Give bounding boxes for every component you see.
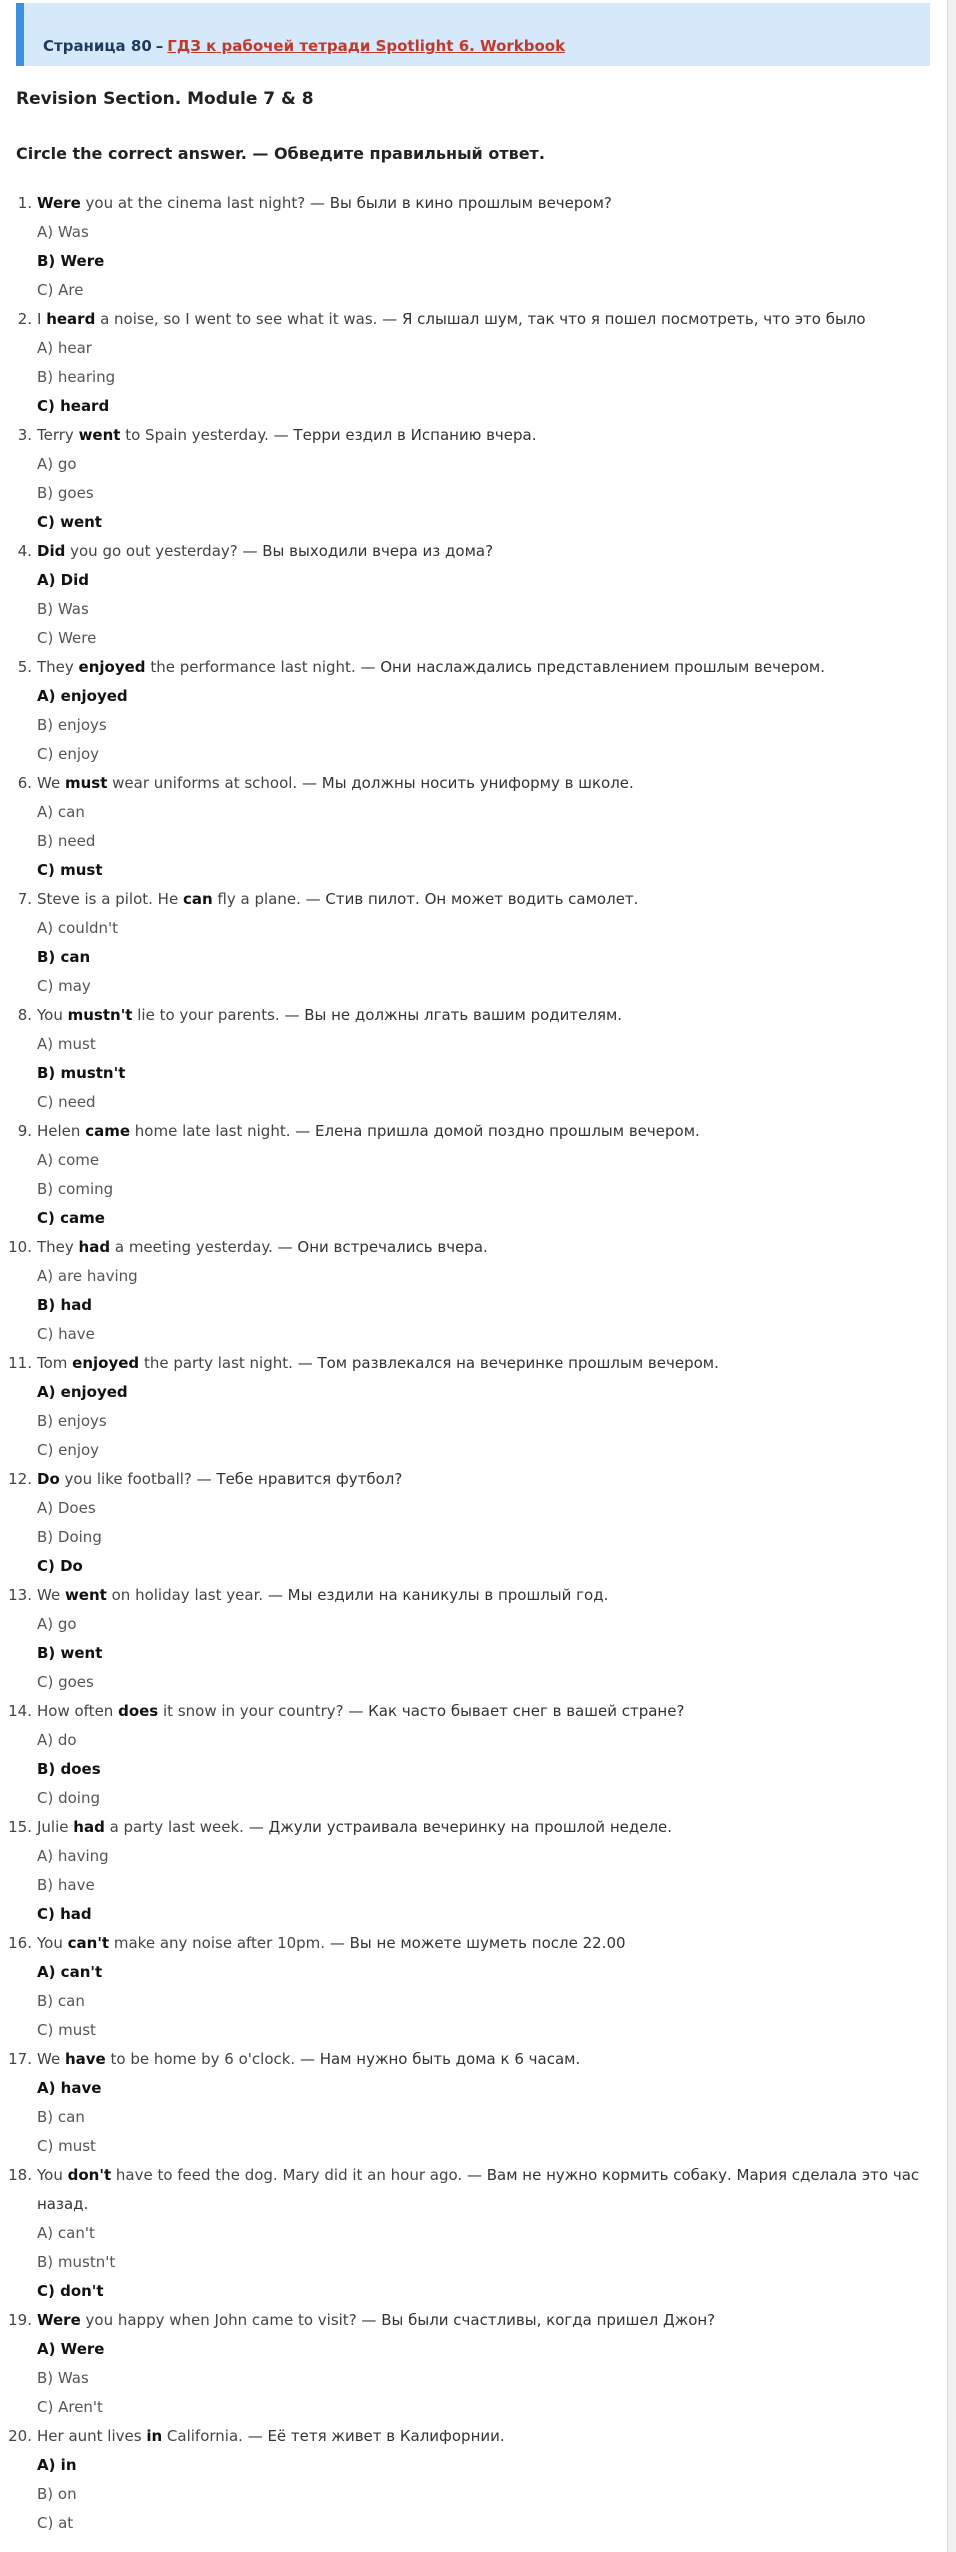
answer-option-correct: C) had [37,1905,92,1923]
russian-translation: — Я слышал шум, так что я пошел посмотреть, что это было [377,310,866,328]
answer-option: C) need [37,1093,96,1111]
question-item [8,1233,950,1349]
question-sentence [37,537,950,566]
question-item [8,1813,950,1929]
answer-option-correct: A) in [37,2456,77,2474]
russian-translation: — Нам нужно быть дома к 6 часам. [295,2050,581,2068]
answer-option-correct: A) enjoyed [37,1383,128,1401]
question-number: 15. [8,1818,32,1836]
russian-translation: — Елена пришла домой поздно прошлым вечером. [290,1122,700,1140]
question-sentence [37,1581,950,1610]
answer-word: Do [37,1470,60,1488]
sentence-end: to Spain yesterday. [120,426,269,444]
sentence-end: lie to your parents. [132,1006,280,1024]
answer-option: B) can [37,1992,85,2010]
question-item [8,1581,950,1697]
sentence-end: a meeting yesterday. [110,1238,273,1256]
question-item [17,1117,950,1233]
answer-option: A) go [37,1615,77,1633]
russian-translation: — Они наслаждались представлением прошлым вечером. [355,658,825,676]
answer-option: B) hearing [37,368,116,386]
answer-option-correct: C) don't [37,2282,104,2300]
question-item [8,2161,950,2306]
sentence-end: a party last week. [104,1818,244,1836]
answer-option: C) have [37,1325,95,1343]
sentence-end: home late last night. [130,1122,291,1140]
answer-word: enjoyed [72,1354,140,1372]
russian-translation: — Они встречались вчера. [272,1238,488,1256]
answer-option: C) goes [37,1673,94,1691]
answer-option: C) at [37,2514,74,2532]
sentence-start: We [37,2050,65,2068]
sentence-start: Terry [37,426,79,444]
answer-word: can't [67,1934,110,1952]
sentence-end: on holiday last year. [106,1586,264,1604]
russian-translation: — Как часто бывает снег в вашей стране? [343,1702,685,1720]
question-item [17,1001,950,1117]
answer-option: C) must [37,2021,96,2039]
question-item [17,885,950,1001]
sentence-start: You [37,1934,68,1952]
sentence-end: you go out yesterday? [65,542,238,560]
answer-option: C) Are [37,281,84,299]
question-sentence [37,189,950,218]
answer-option: B) enjoys [37,716,107,734]
answer-option-correct: B) mustn't [37,1064,126,1082]
answer-option-correct: A) have [37,2079,102,2097]
sentence-end: to be home by 6 o'clock. [105,2050,296,2068]
russian-translation: — Терри ездил в Испанию вчера. [268,426,537,444]
russian-translation: — Мы ездили на каникулы в прошлый год. [263,1586,609,1604]
sentence-end: a noise, so I went to see what it was. [95,310,378,328]
russian-translation: — Стив пилот. Он может водить самолет. [300,890,639,908]
sentence-end: wear uniforms at school. [107,774,298,792]
question-number: 11. [8,1354,32,1372]
answer-word: had [78,1238,111,1256]
question-number: 19. [8,2311,32,2329]
question-sentence [37,1117,950,1146]
question-item [17,305,950,421]
question-item [17,537,950,653]
russian-translation: — Тебе нравится футбол? [191,1470,403,1488]
sentence-end: have to feed the dog. Mary did it an hour ago. [111,2166,463,2184]
sentence-end: the performance last night. [145,658,356,676]
answer-option: B) have [37,1876,95,1894]
sentence-start: Tom [37,1354,73,1372]
answer-option-correct: C) came [37,1209,105,1227]
sentence-start: Julie [37,1818,74,1836]
russian-translation: — Вам не нужно кормить собаку. Мария сделала это час назад. [37,2166,920,2213]
sentence-end: it snow in your country? [158,1702,344,1720]
sentence-end: the party last night. [139,1354,293,1372]
exercise-instructions: Circle the correct answer. — Обведите правильный ответ. [16,144,545,163]
question-item [17,653,950,769]
question-item [8,2306,950,2422]
answer-option: A) can [37,803,85,821]
question-number: 13. [8,1586,32,1604]
answer-option: A) hear [37,339,92,357]
answer-option: B) enjoys [37,1412,107,1430]
question-item [8,2422,950,2538]
question-number: 8. [17,1006,32,1024]
question-number: 5. [17,658,32,676]
answer-option: A) couldn't [37,919,119,937]
sentence-start: We [37,1586,65,1604]
answer-option-correct: C) Do [37,1557,83,1575]
answer-word: Did [37,542,66,560]
answer-option: A) do [37,1731,77,1749]
answer-option: B) need [37,832,96,850]
question-number: 2. [17,310,32,328]
russian-translation: — Джули устраивала вечеринку на прошлой неделе. [243,1818,673,1836]
sentence-start: Helen [37,1122,86,1140]
russian-translation: — Том развлекался на вечеринке прошлым вечером. [292,1354,719,1372]
page-header-banner [16,3,930,66]
answer-option: C) Were [37,629,97,647]
question-sentence [37,1233,950,1262]
answer-word: came [85,1122,131,1140]
answer-word: had [73,1818,105,1836]
answer-option-correct: C) went [37,513,102,531]
answer-option: B) goes [37,484,94,502]
answer-word: heard [46,310,96,328]
question-sentence [37,2161,950,2219]
answer-word: have [64,2050,106,2068]
answer-word: in [146,2427,163,2445]
question-sentence [37,1813,950,1842]
russian-translation: — Вы не должны лгать вашим родителям. [279,1006,623,1024]
question-number: 6. [17,774,32,792]
answer-option-correct: B) can [37,948,91,966]
sentence-start: How often [37,1702,119,1720]
answer-option-correct: A) Were [37,2340,105,2358]
sentence-end: California. [162,2427,243,2445]
question-item [17,189,950,305]
answer-option: B) Was [37,2369,89,2387]
question-sentence [37,653,950,682]
question-item [8,1697,950,1813]
answer-option: A) come [37,1151,100,1169]
answer-option: B) coming [37,1180,114,1198]
answer-option-correct: A) can't [37,1963,103,1981]
sentence-start: We [37,774,65,792]
sentence-end: you happy when John came to visit? [80,2311,357,2329]
question-sentence [37,885,950,914]
sentence-start: Her aunt lives [37,2427,147,2445]
sentence-end: fly a plane. [212,890,301,908]
question-sentence [37,1929,950,1958]
answer-word: does [118,1702,159,1720]
answer-option-correct: A) Did [37,571,90,589]
question-sentence [37,1697,950,1726]
russian-translation: — Мы должны носить униформу в школе. [297,774,634,792]
question-item [17,769,950,885]
question-item [8,1929,950,2045]
question-sentence [37,1001,950,1030]
sentence-start: They [37,1238,79,1256]
answer-word: mustn't [67,1006,133,1024]
answer-word: Were [37,194,81,212]
answer-option-correct: B) had [37,1296,93,1314]
question-number: 10. [8,1238,32,1256]
sentence-start: They [37,658,79,676]
question-number: 20. [8,2427,32,2445]
sentence-end: you like football? [59,1470,192,1488]
question-sentence [37,2045,950,2074]
question-sentence [37,1465,950,1494]
page-label: Страница 80 [43,37,152,55]
question-sentence [37,2422,950,2451]
answer-word: went [78,426,121,444]
sentence-start: Steve is a pilot. He [37,890,183,908]
question-number: 7. [17,890,32,908]
answer-option-correct: C) must [37,861,103,879]
answer-option: A) having [37,1847,109,1865]
sentence-start: I [37,310,47,328]
sentence-start: You [37,2166,68,2184]
answer-word: Were [37,2311,81,2329]
answer-word: enjoyed [78,658,146,676]
answer-option: B) can [37,2108,85,2126]
workbook-link[interactable]: ГДЗ к рабочей тетради Spotlight 6. Workbook [167,37,566,55]
question-number: 14. [8,1702,32,1720]
sentence-start: You [37,1006,68,1024]
russian-translation: — Вы выходили вчера из дома? [237,542,494,560]
russian-translation: — Её тетя живет в Калифорнии. [242,2427,505,2445]
answer-option: B) Doing [37,1528,102,1546]
answer-option: B) on [37,2485,77,2503]
russian-translation: — Вы не можете шуметь после 22.00 [325,1934,626,1952]
header-separator: – [155,37,164,55]
answer-option: A) must [37,1035,96,1053]
answer-option-correct: B) went [37,1644,103,1662]
answer-option: A) Was [37,223,89,241]
question-item [8,1465,950,1581]
question-number: 17. [8,2050,32,2068]
russian-translation: — Вы были в кино прошлым вечером? [305,194,612,212]
sentence-end: make any noise after 10pm. [109,1934,326,1952]
answer-option: C) doing [37,1789,100,1807]
answer-option-correct: A) enjoyed [37,687,128,705]
answer-option: B) Was [37,600,89,618]
question-number: 9. [17,1122,32,1140]
answer-word: must [64,774,108,792]
answer-option-correct: C) heard [37,397,110,415]
russian-translation: — Вы были счастливы, когда пришел Джон? [356,2311,716,2329]
question-item [17,421,950,537]
answer-option: C) may [37,977,91,995]
answer-option: A) are having [37,1267,138,1285]
question-item [8,1349,950,1465]
answer-option-correct: B) does [37,1760,101,1778]
answer-option: A) Does [37,1499,96,1517]
question-number: 16. [8,1934,32,1952]
question-number: 3. [17,426,32,444]
answer-option: C) Aren't [37,2398,103,2416]
answer-option: A) can't [37,2224,95,2242]
answer-option: C) enjoy [37,745,100,763]
question-number: 1. [17,194,32,212]
section-title: Revision Section. Module 7 & 8 [16,89,314,109]
answer-option: B) mustn't [37,2253,116,2271]
answer-word: went [64,1586,107,1604]
answer-option: C) enjoy [37,1441,100,1459]
question-sentence [37,1349,950,1378]
question-sentence [37,421,950,450]
sentence-end: you at the cinema last night? [80,194,306,212]
answer-word: can [182,890,213,908]
question-list [0,189,950,2538]
question-number: 4. [17,542,32,560]
question-sentence [37,305,950,334]
question-number: 18. [8,2166,32,2184]
question-item [8,2045,950,2161]
question-number: 12. [8,1470,32,1488]
answer-option: C) must [37,2137,96,2155]
answer-option: A) go [37,455,77,473]
question-sentence [37,769,950,798]
answer-word: don't [67,2166,112,2184]
answer-option-correct: B) Were [37,252,105,270]
question-sentence [37,2306,950,2335]
